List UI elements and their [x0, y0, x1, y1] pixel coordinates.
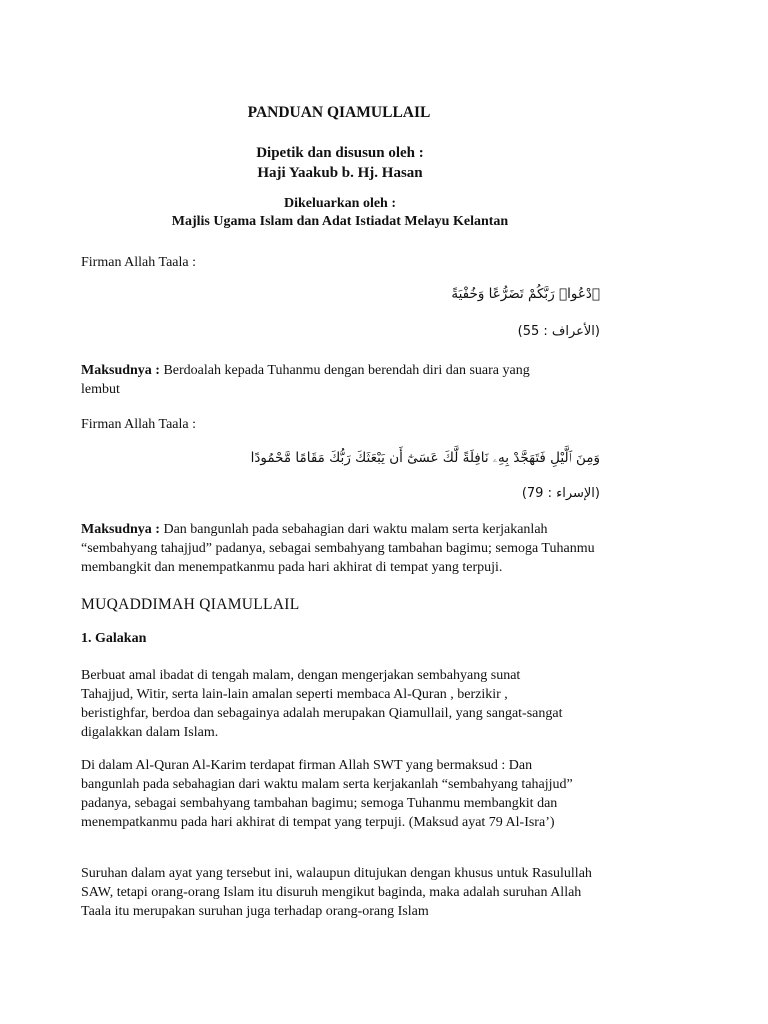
published-by-label: Dikeluarkan oleh :	[283, 196, 396, 211]
publisher-name: Majlis Ugama Islam dan Adat Istiadat Melayu Kelantan	[171, 214, 509, 229]
verse2-intro: Firman Allah Taala :	[81, 417, 197, 432]
section-subheading: 1. Galakan	[81, 631, 147, 646]
verse1-meaning-text: Berdoalah kepada Tuhanmu dengan berendah diri dan suara yang lembut	[81, 363, 530, 397]
paragraph-2: Di dalam Al-Quran Al-Karim terdapat firman Allah SWT yang bermaksud : Dan bangunlah pada sebahagian dari waktu malam serta kerjakanlah “sembahyang tahajjud” padanya, sebagai sembahyang tambahan bagimu; semoga Tuhanmu membangkit dan menempatkanmu pada hari akhirat di tempat yang terpuji. (Maksud ayat 79 Al-Isra’)	[81, 758, 573, 830]
verse2-meaning-text: Dan bangunlah pada sebahagian dari waktu malam serta kerjakanlah “sembahyang tahajjud” padanya, sebagai sembahyang tambahan bagimu; semoga Tuhanmu membangkit dan menempatkanmu pada hari akhirat di tempat yang terpuji.	[81, 522, 595, 575]
section-heading: MUQADDIMAH QIAMULLAIL	[81, 596, 300, 613]
verse2-arabic: وَمِنَ ٱلَّيْلِ فَتَهَجَّدْ بِهِۦ نَافِلَةً لَّكَ عَسَىٰٓ أَن يَبْعَثَكَ رَبُّكَ مَقَامًا مَّحْمُودًا	[250, 450, 600, 466]
verse1-intro: Firman Allah Taala :	[81, 255, 197, 270]
verse2-meaning-label: Maksudnya :	[81, 522, 160, 537]
verse1-meaning-label: Maksudnya :	[81, 363, 160, 378]
verse2-meaning	[81, 520, 601, 577]
verse1-meaning	[81, 361, 571, 399]
paragraph-3: Suruhan dalam ayat yang tersebut ini, walaupun ditujukan dengan khusus untuk Rasulullah SAW, tetapi orang-orang Islam itu disuruh mengikut baginda, maka adalah suruhan Allah Taala itu merupakan suruhan juga terhadap orang-orang Islam	[81, 866, 592, 919]
verse1-arabic: ٱدْعُوا۟ رَبَّكُمْ تَضَرُّعًا وَخُفْيَةً	[451, 286, 600, 302]
compiled-by-label: Dipetik dan disusun oleh :	[256, 145, 424, 161]
author-name: Haji Yaakub b. Hj. Hasan	[257, 165, 423, 181]
verse1-reference: (الأعراف : 55)	[517, 324, 600, 339]
verse2-reference: (الإسراء : 79)	[521, 486, 600, 501]
paragraph-1: Berbuat amal ibadat di tengah malam, dengan mengerjakan sembahyang sunat Tahajjud, Witir, serta lain-lain amalan seperti membaca Al-Quran , berzikir , beristighfar, berdoa dan sebagainya adalah merupakan Qiamullail, yang sangat-sangat digalakkan dalam Islam.	[81, 668, 563, 740]
document-title: PANDUAN QIAMULLAIL	[247, 104, 431, 121]
